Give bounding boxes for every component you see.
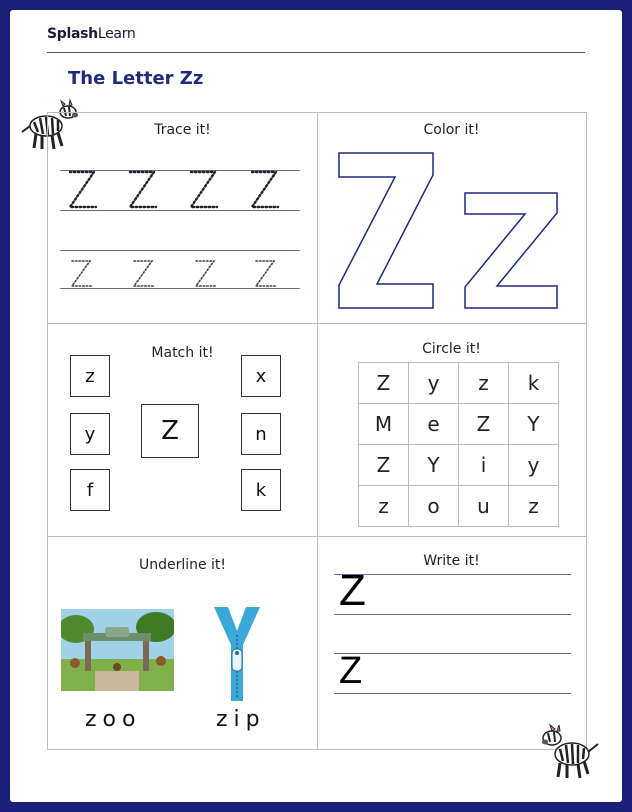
circle-letter-table [358, 362, 559, 527]
word-zip[interactable]: zip [216, 707, 266, 732]
color-title: Color it! [423, 122, 480, 138]
match-right-box[interactable]: k [241, 469, 281, 511]
circle-title: Circle it! [422, 341, 481, 357]
trace-letters [48, 113, 317, 323]
letter-cell[interactable]: z [459, 363, 509, 404]
worksheet-page [10, 10, 622, 802]
table-row [359, 404, 559, 445]
match-center-box[interactable]: Z [141, 404, 199, 458]
zipper-icon [210, 605, 264, 703]
activity-grid [47, 112, 587, 750]
letter-cell[interactable]: k [509, 363, 559, 404]
match-left-box[interactable]: y [70, 413, 110, 455]
letter-cell[interactable]: Z [359, 363, 409, 404]
letter-cell[interactable]: z [509, 486, 559, 527]
letter-cell[interactable]: o [409, 486, 459, 527]
writing-line [334, 614, 571, 615]
match-left-box[interactable]: f [70, 469, 110, 511]
brand-logo [47, 26, 136, 42]
match-title: Match it! [151, 345, 214, 361]
letter-cell[interactable]: z [359, 486, 409, 527]
trace-title: Trace it! [154, 122, 211, 138]
write-sample-upper: Z [339, 566, 366, 615]
write-cell [317, 537, 586, 749]
match-right-box[interactable]: x [241, 355, 281, 397]
letter-cell[interactable]: Z [459, 404, 509, 445]
writing-line [334, 574, 571, 575]
color-letters [317, 113, 586, 323]
write-title: Write it! [423, 553, 480, 569]
page-title: The Letter Zz [68, 68, 204, 89]
letter-cell[interactable]: Y [409, 445, 459, 486]
circle-cell [317, 324, 586, 536]
letter-cell[interactable]: Y [509, 404, 559, 445]
writing-line [334, 693, 571, 694]
table-row [359, 486, 559, 527]
letter-cell[interactable]: i [459, 445, 509, 486]
brand-bold: Splash [47, 26, 98, 42]
underline-title: Underline it! [138, 557, 227, 573]
letter-cell[interactable]: y [509, 445, 559, 486]
letter-cell[interactable]: M [359, 404, 409, 445]
header-divider [47, 52, 585, 53]
letter-cell[interactable]: y [409, 363, 459, 404]
table-row [359, 363, 559, 404]
letter-cell[interactable]: Z [359, 445, 409, 486]
brand-light: Learn [97, 26, 136, 42]
write-sample-lower: Z [339, 650, 363, 692]
match-right-box[interactable]: n [241, 413, 281, 455]
letter-cell[interactable]: e [409, 404, 459, 445]
table-row [359, 445, 559, 486]
writing-line [334, 653, 571, 654]
match-left-box[interactable]: z [70, 355, 110, 397]
zebra-icon [538, 722, 604, 780]
letter-cell[interactable]: u [459, 486, 509, 527]
word-zoo[interactable]: zoo [85, 707, 142, 732]
zoo-picture [61, 609, 174, 691]
